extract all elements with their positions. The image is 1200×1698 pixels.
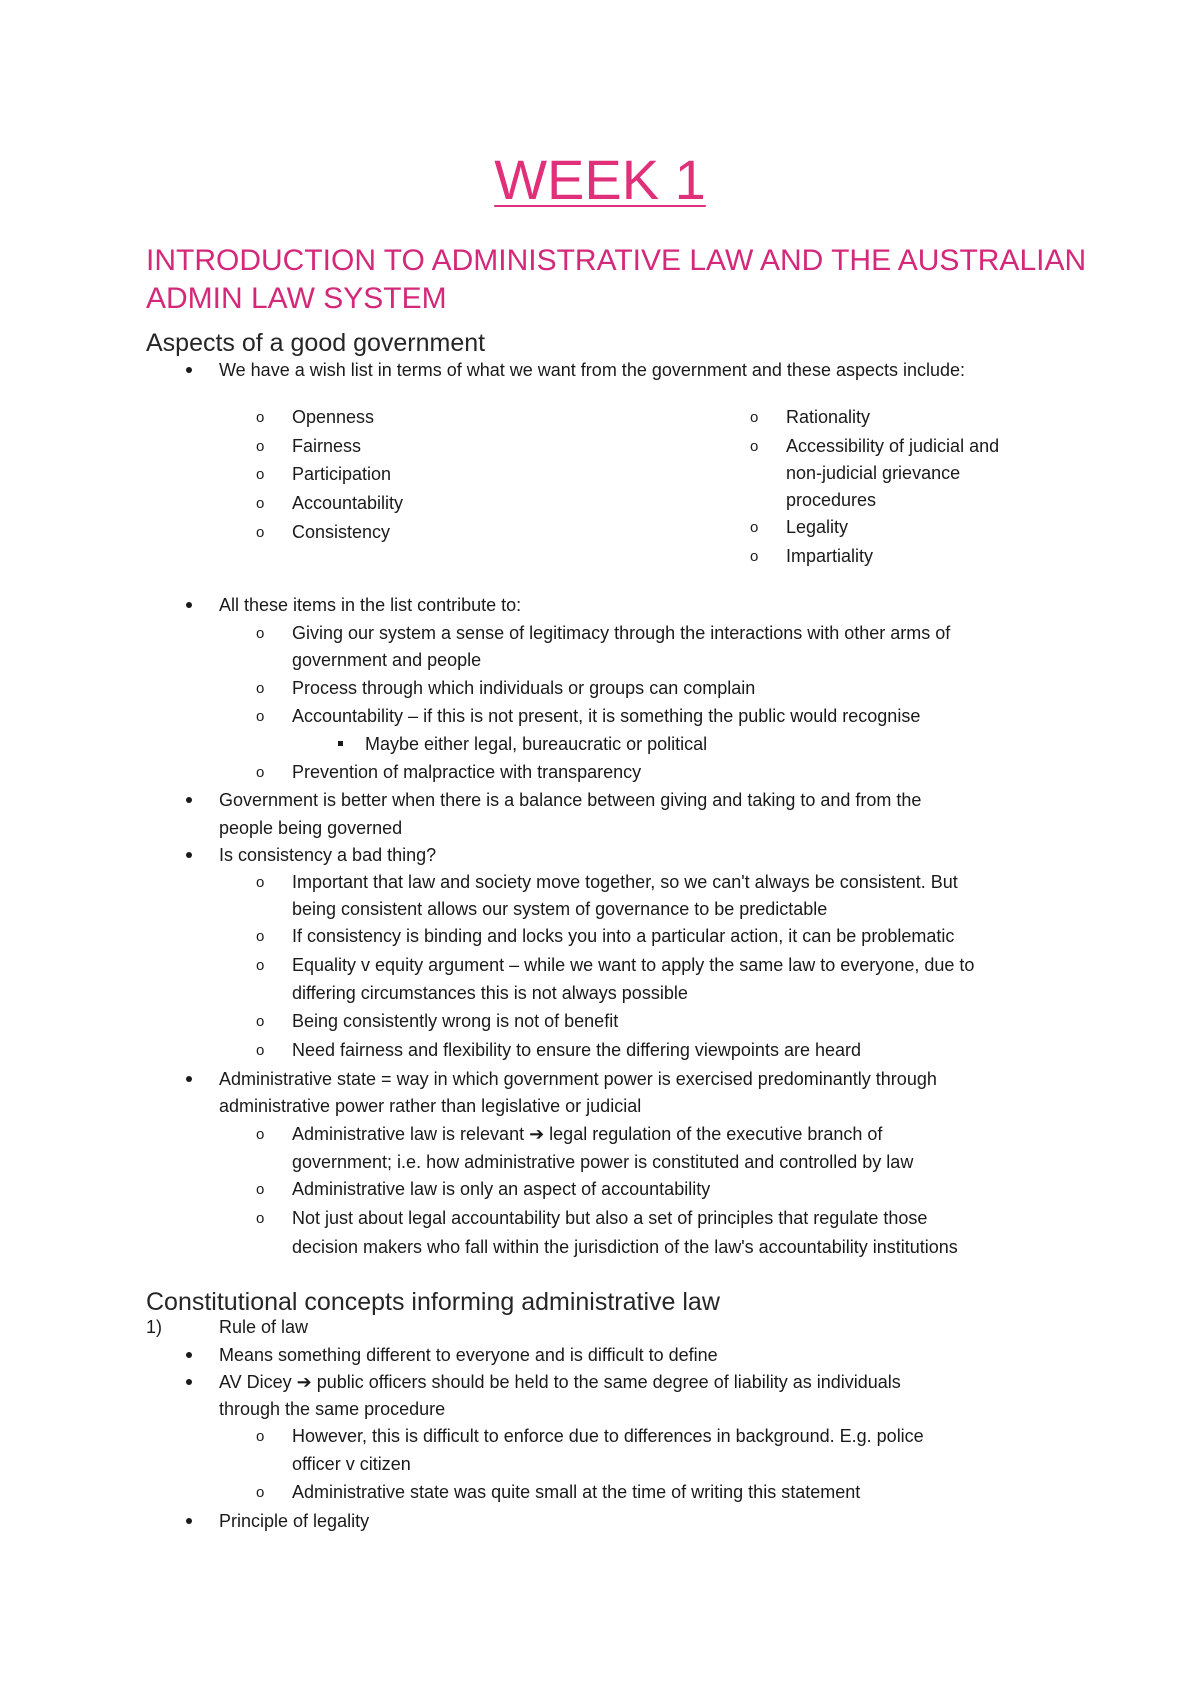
bullet-icon — [186, 602, 192, 608]
note-line: Consistency — [292, 522, 391, 542]
bullet-icon — [186, 1076, 192, 1082]
circle-bullet-icon: o — [256, 466, 265, 483]
note-line: government; i.e. how administrative power is constituted and controlled by law — [292, 1152, 914, 1172]
note-line: administrative power rather than legislative or judicial — [219, 1096, 642, 1116]
note-line: Administrative law is only an aspect of accountability — [292, 1179, 711, 1199]
note-line: However, this is difficult to enforce due to differences in background. E.g. police — [292, 1426, 924, 1446]
note-line: If consistency is binding and locks you into a particular action, it can be problematic — [292, 926, 955, 946]
note-line: Accessibility of judicial and — [786, 436, 1000, 456]
circle-bullet-icon: o — [750, 548, 759, 565]
note-line: Principle of legality — [219, 1511, 370, 1531]
bullet-icon — [186, 1379, 192, 1385]
note-line: We have a wish list in terms of what we want from the government and these aspects include: — [219, 360, 966, 380]
bullet-icon — [186, 852, 192, 858]
note-line: decision makers who fall within the jurisdiction of the law's accountability institutions — [292, 1237, 958, 1257]
circle-bullet-icon: o — [256, 764, 265, 781]
circle-bullet-icon: o — [256, 1042, 265, 1059]
note-line: Rationality — [786, 407, 871, 427]
page-title: WEEK 1 — [494, 148, 706, 211]
bullet-icon — [186, 367, 192, 373]
note-line: through the same procedure — [219, 1399, 446, 1419]
note-line: Rule of law — [219, 1317, 309, 1337]
bullet-icon — [186, 1352, 192, 1358]
circle-bullet-icon: o — [750, 519, 759, 536]
note-line: Participation — [292, 464, 392, 484]
note-line: people being governed — [219, 818, 403, 838]
note-line: government and people — [292, 650, 482, 670]
note-line: Administrative state = way in which government power is exercised predominantly through — [219, 1069, 937, 1089]
note-line: Is consistency a bad thing? — [219, 845, 437, 865]
circle-bullet-icon: o — [256, 495, 265, 512]
bullet-icon — [186, 797, 192, 803]
circle-bullet-icon: o — [256, 708, 265, 725]
circle-bullet-icon: o — [256, 1126, 265, 1143]
note-line: Prevention of malpractice with transparency — [292, 762, 642, 782]
note-line: being consistent allows our system of governance to be predictable — [292, 899, 828, 919]
note-line: procedures — [786, 490, 877, 510]
note-line: Being consistently wrong is not of benefit — [292, 1011, 619, 1031]
note-line: Need fairness and flexibility to ensure the differing viewpoints are heard — [292, 1040, 861, 1060]
note-line: AV Dicey ➔ public officers should be held to the same degree of liability as individuals — [219, 1372, 901, 1392]
circle-bullet-icon: o — [256, 874, 265, 891]
section-heading-constitutional: Constitutional concepts informing administrative law — [146, 1288, 720, 1316]
note-line: Process through which individuals or groups can complain — [292, 678, 756, 698]
note-line: Impartiality — [786, 546, 874, 566]
note-line: officer v citizen — [292, 1454, 411, 1474]
circle-bullet-icon: o — [256, 1210, 265, 1227]
note-line: Openness — [292, 407, 375, 427]
circle-bullet-icon: o — [256, 957, 265, 974]
circle-bullet-icon: o — [256, 928, 265, 945]
note-line: Government is better when there is a balance between giving and taking to and from the — [219, 790, 922, 810]
circle-bullet-icon: o — [256, 625, 265, 642]
note-line: non-judicial grievance — [786, 463, 961, 483]
section-heading-aspects: Aspects of a good government — [146, 329, 486, 357]
note-line: Important that law and society move together, so we can't always be consistent. But — [292, 872, 958, 892]
note-line: Administrative law is relevant ➔ legal regulation of the executive branch of — [292, 1124, 883, 1144]
note-line: Giving our system a sense of legitimacy through the interactions with other arms of — [292, 623, 951, 643]
circle-bullet-icon: o — [256, 1484, 265, 1501]
main-heading: INTRODUCTION TO ADMINISTRATIVE LAW AND THE AUSTRALIAN ADMIN LAW SYSTEM — [146, 244, 1087, 315]
note-line: All these items in the list contribute to: — [219, 595, 522, 615]
square-bullet-icon — [338, 741, 343, 746]
note-line: Means something different to everyone and is difficult to define — [219, 1345, 718, 1365]
note-line: Not just about legal accountability but also a set of principles that regulate those — [292, 1208, 928, 1228]
note-line: Accountability – if this is not present, it is something the public would recognise — [292, 706, 921, 726]
note-line: Fairness — [292, 436, 362, 456]
note-line: differing circumstances this is not always possible — [292, 983, 688, 1003]
circle-bullet-icon: o — [256, 680, 265, 697]
bullet-icon — [186, 1518, 192, 1524]
list-number: 1) — [146, 1317, 163, 1337]
circle-bullet-icon: o — [256, 1013, 265, 1030]
circle-bullet-icon: o — [256, 438, 265, 455]
note-line: Equality v equity argument – while we want to apply the same law to everyone, due to — [292, 955, 975, 975]
note-line: Accountability — [292, 493, 404, 513]
note-line: Administrative state was quite small at the time of writing this statement — [292, 1482, 861, 1502]
note-line: Maybe either legal, bureaucratic or political — [365, 734, 708, 754]
circle-bullet-icon: o — [256, 1181, 265, 1198]
circle-bullet-icon: o — [750, 409, 759, 426]
circle-bullet-icon: o — [256, 524, 265, 541]
note-line: Legality — [786, 517, 849, 537]
circle-bullet-icon: o — [256, 409, 265, 426]
circle-bullet-icon: o — [750, 438, 759, 455]
circle-bullet-icon: o — [256, 1428, 265, 1445]
